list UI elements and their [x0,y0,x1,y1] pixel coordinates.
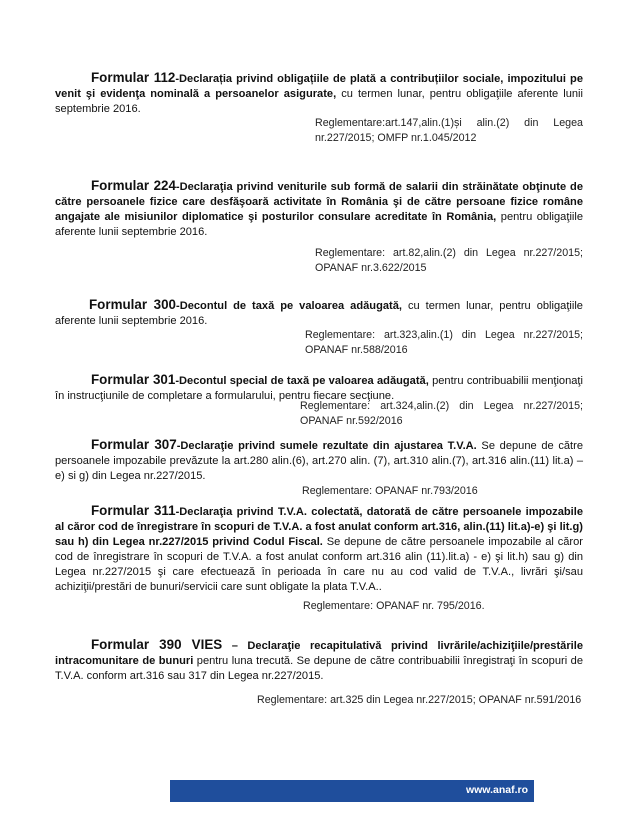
form-112-regulation: Reglementare:art.147,alin.(1)și alin.(2) din Legea nr.227/2015; OMFP nr.1.045/2012 [315,117,583,144]
form-name: Formular 311 [91,503,176,518]
form-300-regulation: Reglementare: art.323,alin.(1) din Legea nr.227/2015; OPANAF nr.588/2016 [305,329,583,356]
form-311-regulation: Reglementare: OPANAF nr. 795/2016. [303,600,485,612]
form-301-regulation: Reglementare: art.324,alin.(2) din Legea nr.227/2015; OPANAF nr.592/2016 [300,400,583,427]
form-name: Formular 301 [91,372,176,387]
form-description: pentru contribuabilii menţionaţi în instrucţiunile de completare a formularului, pentru fiecare secţiune. [55,375,583,403]
form-description: pentru obligaţiile aferente lunii septembrie 2016. [55,211,584,239]
form-title: – Declaraţie recapitulativă privind livrările/achiziţiile/prestările intracomunitare de bunuri [55,640,583,668]
form-description: cu termen lunar, pentru obligaţiile aferente lunii septembrie 2016. [55,300,583,328]
form-name: Formular 307 [91,437,177,452]
form-description: Se depune de către persoanele impozabile prevăzute la art.280 alin.(6), art.270 alin. (7), art.310 alin.(7), art.316 alin.(11) lit.a) – e) si g) din Legea nr.227/2015. [55,440,583,483]
form-title: -Decontul de taxă pe valoarea adăugată, [176,300,402,312]
form-name: Formular 224 [91,178,176,193]
form-300-block [55,297,583,329]
form-307-block [55,437,583,484]
form-311-block [55,503,583,596]
form-title: -Declarația privind obligațiile de plată a contribuțiilor sociale, impozitului pe venit şi evidenţa nominală a persoanelor asigurate, [55,73,584,101]
form-title: -Declaraţia privind veniturile sub formă de salarii din străinătate obţinute de către persoanele fizice care desfăşoară activitate în România şi de către persoane fizice române angajate ale misiunilor diplomatice şi posturilor consulare acreditate în România, [55,181,583,224]
form-224-regulation: Reglementare: art.82,alin.(2) din Legea nr.227/2015; OPANAF nr.3.622/2015 [315,247,583,274]
form-307-regulation: Reglementare: OPANAF nr.793/2016 [302,485,478,497]
form-title: -Decontul special de taxă pe valoarea adăugată, [175,375,429,387]
form-name: Formular 300 [89,297,176,312]
form-description: Se depune de către persoanele impozabile al căror cod de înregistrare în scopuri de T.V.A. a fost anulat conform art.316 alin (11).lit.a) - e) şi lit.h) sau g) din Legea nr.227/2015 şi care efectuează în perioada în care nu au cod valid de T.V.A., livrări şi/sau achiziţii/prestări de bunuri/servicii care sunt obligate la plata T.V.A.. [55,536,583,594]
footer-bar [170,780,534,802]
form-description: cu termen lunar, pentru obligaţiile aferente lunii septembrie 2016. [55,88,583,116]
form-390-regulation: Reglementare: art.325 din Legea nr.227/2015; OPANAF nr.591/2016 [257,694,582,706]
form-112-block [55,70,583,117]
form-390-block [55,637,583,684]
form-name: Formular 112 [91,70,176,85]
form-title: -Declaraţia privind T.V.A. colectată, datorată de către persoanele impozabile al căror cod de înregistrare în scopuri de T.V.A. a fost anulat conform art.316, alin.(11) lit.a)-e) şi lit.g) sau h) din Legea nr.227/2015 privind Codul Fiscal. [55,506,584,549]
form-description: pentru luna trecută. Se depune de către contribuabilii înregistraţi în scopuri de T.V.A. conform art.316 sau 317 din Legea nr.227/2015. [55,655,583,683]
form-224-block [55,178,583,240]
website-link[interactable]: www.anaf.ro [465,784,528,796]
form-name: Formular 390 VIES [91,637,223,652]
form-title: -Declaraţie privind sumele rezultate din ajustarea T.V.A. [176,440,477,452]
